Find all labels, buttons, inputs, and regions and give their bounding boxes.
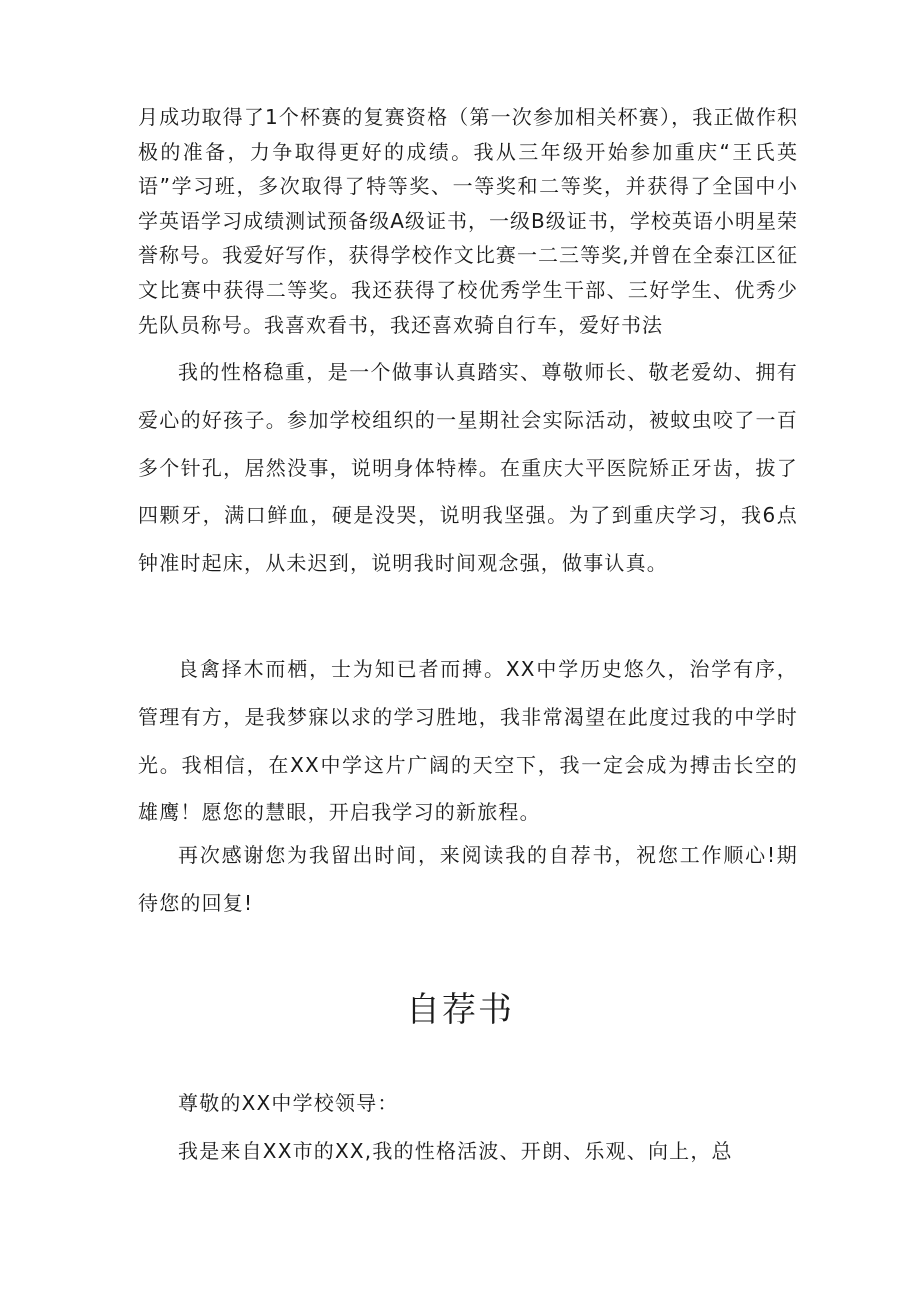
continuation-paragraph: 月成功取得了1个杯赛的复赛资格（第一次参加相关杯赛），我正做作积极的准备，力争取得更好的成绩。我从三年级开始参加重庆“王氏英语”学习班，多次取得了特等奖、一等奖和二等奖，并获得了全国中小学英语学习成绩测试预备级A级证书，一级B级证书，学校英语小明星荣誉称号。我爱好写作，获得学校作文比赛一二三等奖,并曾在全泰江区征文比赛中获得二等奖。我还获得了校优秀学生干部、三好学生、优秀少先队员称号。我喜欢看书，我还喜欢骑自行车，爱好书法: [138, 105, 798, 337]
letter-title: 自荐书: [406, 990, 514, 1030]
thanks-paragraph: 再次感谢您为我留出时间，来阅读我的自荐书，祝您工作顺心!期待您的回复!: [138, 843, 798, 915]
school-paragraph: 良禽择木而栖，士为知已者而搏。XX中学历史悠久，治学有序，管理有方，是我梦寐以求的学习胜地，我非常渴望在此度过我的中学时光。我相信，在XX中学这片广阔的天空下，我一定会成为搏击长空的雄鹰！愿您的慧眼，开启我学习的新旅程。: [138, 657, 798, 825]
character-paragraph: 我的性格稳重，是一个做事认真踏实、尊敬师长、敬老爱幼、拥有爱心的好孩子。参加学校组织的一星期社会实际活动，被蚊虫咬了一百多个针孔，居然没事，说明身体特棒。在重庆大平医院矫正牙齿，拔了四颗牙，满口鲜血，硬是没哭，说明我坚强。为了到重庆学习，我6点钟准时起床，从未迟到，说明我时间观念强，做事认真。: [138, 360, 798, 576]
opening-paragraph: 我是来自XX市的XX,我的性格活波、开朗、乐观、向上，总: [178, 1139, 733, 1163]
salutation: 尊敬的XX中学校领导：: [178, 1091, 399, 1115]
